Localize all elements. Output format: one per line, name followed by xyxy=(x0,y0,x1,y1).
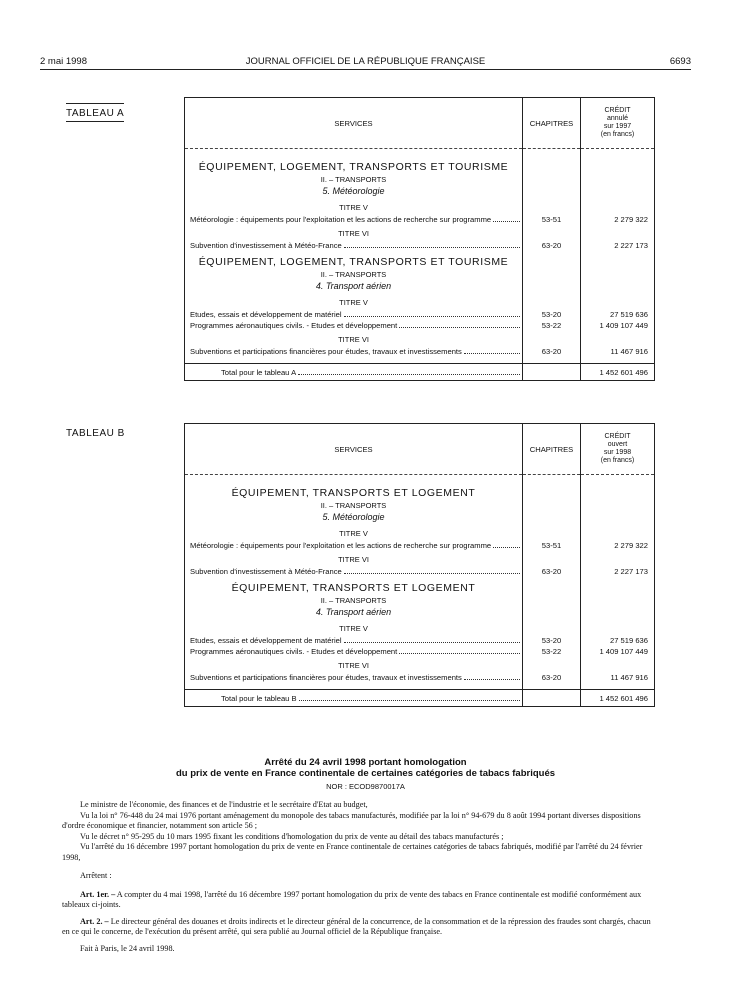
credit-cell: 11 467 916 xyxy=(581,347,655,358)
arrete-arretent: Arrêtent : xyxy=(80,871,112,880)
credit-cell: 2 227 173 xyxy=(581,241,655,252)
arrete-article-1 xyxy=(62,890,658,911)
service-label: Subvention d'investissement à Météo-France xyxy=(190,241,342,250)
service-label: Programmes aéronautiques civils. - Etudes et développement xyxy=(190,321,398,330)
section-heading-row xyxy=(185,483,655,501)
total-label-cell xyxy=(185,690,523,707)
section-heading-row xyxy=(185,226,655,241)
service-label: Subventions et participations financières pour études, travaux et investissements xyxy=(190,347,462,356)
table-row xyxy=(185,347,655,358)
column-header-credit xyxy=(581,98,655,149)
ministry-heading: ÉQUIPEMENT, TRANSPORTS ET LOGEMENT xyxy=(231,582,476,594)
arrete-visa-decret: Vu le décret n° 95-295 du 10 mars 1995 fixant les conditions d'homologation du prix de vente au détail des tabacs manufacturés ; xyxy=(80,831,504,841)
tableau-a-label: TABLEAU A xyxy=(66,108,125,119)
credit-cell: 2 279 322 xyxy=(581,215,655,226)
credit-header-line: CRÉDIT xyxy=(604,433,631,440)
division-heading: II. – TRANSPORTS xyxy=(320,270,387,279)
arrete-article-2 xyxy=(62,917,658,938)
credit-header-line: (en francs) xyxy=(600,131,635,138)
total-row xyxy=(185,364,655,381)
table-header-row xyxy=(185,98,655,149)
chapitre-cell: 53-20 xyxy=(523,310,581,321)
titre-heading: TITRE VI xyxy=(338,229,369,238)
column-header-chapitres: CHAPITRES xyxy=(523,424,581,475)
chapitre-cell: 63-20 xyxy=(523,673,581,684)
section-heading-row xyxy=(185,512,655,526)
titre-heading: TITRE V xyxy=(339,298,368,307)
ministry-heading: ÉQUIPEMENT, LOGEMENT, TRANSPORTS ET TOURISME xyxy=(198,161,509,173)
credit-header-line: (en francs) xyxy=(600,457,635,464)
section-heading-row xyxy=(185,501,655,512)
section-heading-row xyxy=(185,526,655,541)
table-row xyxy=(185,647,655,658)
header-journal: JOURNAL OFFICIEL DE LA RÉPUBLIQUE FRANÇAISE xyxy=(245,56,486,67)
budget-table xyxy=(184,423,655,707)
chapitre-cell: 53-51 xyxy=(523,215,581,226)
table-row xyxy=(185,310,655,321)
credit-cell: 2 279 322 xyxy=(581,541,655,552)
table-row xyxy=(185,567,655,578)
titre-heading: TITRE V xyxy=(339,624,368,633)
chapitre-cell: 63-20 xyxy=(523,347,581,358)
column-header-credit xyxy=(581,424,655,475)
column-header-services: SERVICES xyxy=(185,98,523,149)
ministry-heading: ÉQUIPEMENT, LOGEMENT, TRANSPORTS ET TOURISME xyxy=(198,256,509,268)
article-2-label: Art. 2. – xyxy=(80,916,109,926)
credit-cell: 1 409 107 449 xyxy=(581,321,655,332)
arrete-fait: Fait à Paris, le 24 avril 1998. xyxy=(80,943,175,953)
section-heading-row xyxy=(185,157,655,175)
service-label: Subventions et participations financières pour études, travaux et investissements xyxy=(190,673,462,682)
section-heading-row xyxy=(185,295,655,310)
chapitre-cell: 63-20 xyxy=(523,567,581,578)
service-label: Programmes aéronautiques civils. - Etudes et développement xyxy=(190,647,398,656)
credit-header-line: sur 1998 xyxy=(603,449,632,456)
titre-heading: TITRE V xyxy=(339,203,368,212)
header-page-number: 6693 xyxy=(669,56,691,67)
arrete-nor: NOR : ECOD9870017A xyxy=(326,782,405,791)
total-row xyxy=(185,690,655,707)
article-1-label: Art. 1er. – xyxy=(80,889,116,899)
article-1-text: A compter du 4 mai 1998, l'arrêté du 16 décembre 1997 portant homologation du prix de vente des tabacs en France continentale est modifié conformément aux tableaux ci-joints. xyxy=(62,889,642,909)
column-header-services: SERVICES xyxy=(185,424,523,475)
article-2-text: Le directeur général des douanes et droits indirects et le directeur général de la concurrence, de la consommation et de la répression des fraudes sont chargés, chacun en ce qui le concerne, de l'exécution du présent arrêté, qui sera publié au Journal officiel de la République française. xyxy=(62,916,651,936)
credit-header-line: sur 1997 xyxy=(603,123,632,130)
tableau-b-label: TABLEAU B xyxy=(66,428,125,439)
service-cell xyxy=(185,647,523,658)
service-cell xyxy=(185,541,523,552)
total-label: Total pour le tableau B xyxy=(221,693,297,703)
arrete-preamble: Le ministre de l'économie, des finances et de l'industrie et le secrétaire d'Etat au budget, xyxy=(80,800,368,809)
credit-cell: 1 409 107 449 xyxy=(581,647,655,658)
section-heading-row xyxy=(185,658,655,673)
titre-heading: TITRE VI xyxy=(338,661,369,670)
chapter-heading: 5. Météorologie xyxy=(322,186,385,196)
titre-heading: TITRE VI xyxy=(338,555,369,564)
section-heading-row xyxy=(185,596,655,607)
section-heading-row xyxy=(185,186,655,200)
service-cell xyxy=(185,310,523,321)
table-row xyxy=(185,673,655,684)
budget-table xyxy=(184,97,655,381)
chapitre-cell: 53-51 xyxy=(523,541,581,552)
credit-header-line: CRÉDIT xyxy=(604,107,631,114)
chapter-heading: 5. Météorologie xyxy=(322,512,385,522)
section-heading-row xyxy=(185,607,655,621)
column-header-chapitres: CHAPITRES xyxy=(523,98,581,149)
service-cell xyxy=(185,241,523,252)
service-label: Météorologie : équipements pour l'exploitation et les actions de recherche sur programme xyxy=(190,215,492,224)
service-cell xyxy=(185,347,523,358)
section-heading-row xyxy=(185,270,655,281)
titre-heading: TITRE VI xyxy=(338,335,369,344)
titre-heading: TITRE V xyxy=(339,529,368,538)
service-label: Subvention d'investissement à Météo-France xyxy=(190,567,342,576)
section-heading-row xyxy=(185,552,655,567)
division-heading: II. – TRANSPORTS xyxy=(320,175,387,184)
total-value: 1 452 601 496 xyxy=(581,364,655,381)
service-cell xyxy=(185,567,523,578)
chapter-heading: 4. Transport aérien xyxy=(315,281,392,291)
service-label: Etudes, essais et développement de matériel xyxy=(190,636,342,645)
section-heading-row xyxy=(185,252,655,270)
chapitre-cell: 53-22 xyxy=(523,647,581,658)
credit-cell: 27 519 636 xyxy=(581,310,655,321)
ministry-heading: ÉQUIPEMENT, TRANSPORTS ET LOGEMENT xyxy=(231,487,476,499)
credit-header-line: ouvert xyxy=(607,441,628,448)
arrete-visa-loi: Vu la loi n° 76-448 du 24 mai 1976 portant aménagement du monopole des tabacs manufacturés, modifiée par la loi n° 94-679 du 8 août 1994 portant diverses dispositions d'ordre économique et financier, notamment son article 56 ; xyxy=(62,810,641,830)
arrete-title-line-1: Arrêté du 24 avril 1998 portant homologation xyxy=(264,757,467,768)
section-heading-row xyxy=(185,578,655,596)
service-cell xyxy=(185,636,523,647)
service-label: Etudes, essais et développement de matériel xyxy=(190,310,342,319)
credit-cell: 27 519 636 xyxy=(581,636,655,647)
arrete-body xyxy=(62,800,658,954)
credit-header-line: annulé xyxy=(606,115,629,122)
chapitre-cell: 63-20 xyxy=(523,241,581,252)
arrete-visa-arrete: Vu l'arrêté du 16 décembre 1997 portant homologation du prix de vente en France continentale de certaines catégories de tabacs fabriqués, modifié par l'arrêté du 24 février 1998, xyxy=(62,842,643,862)
tableau-a-label-rule-top xyxy=(66,103,124,104)
chapter-heading: 4. Transport aérien xyxy=(315,607,392,617)
section-heading-row xyxy=(185,281,655,295)
service-cell xyxy=(185,321,523,332)
table-row xyxy=(185,215,655,226)
section-heading-row xyxy=(185,200,655,215)
total-label-cell xyxy=(185,364,523,381)
section-heading-row xyxy=(185,175,655,186)
division-heading: II. – TRANSPORTS xyxy=(320,501,387,510)
total-value: 1 452 601 496 xyxy=(581,690,655,707)
section-heading-row xyxy=(185,621,655,636)
total-label: Total pour le tableau A xyxy=(221,367,297,377)
service-cell xyxy=(185,673,523,684)
credit-cell: 2 227 173 xyxy=(581,567,655,578)
division-heading: II. – TRANSPORTS xyxy=(320,596,387,605)
table-row xyxy=(185,241,655,252)
service-cell xyxy=(185,215,523,226)
tableau-a-label-rule xyxy=(66,121,124,122)
header-rule xyxy=(40,69,691,70)
credit-cell: 11 467 916 xyxy=(581,673,655,684)
table-row xyxy=(185,636,655,647)
table-header-row xyxy=(185,424,655,475)
chapitre-cell: 53-22 xyxy=(523,321,581,332)
header-date: 2 mai 1998 xyxy=(40,56,88,67)
chapitre-cell: 53-20 xyxy=(523,636,581,647)
table-row xyxy=(185,541,655,552)
service-label: Météorologie : équipements pour l'exploitation et les actions de recherche sur programme xyxy=(190,541,492,550)
table-row xyxy=(185,321,655,332)
section-heading-row xyxy=(185,332,655,347)
arrete-title-line-2: du prix de vente en France continentale de certaines catégories de tabacs fabriqués xyxy=(175,768,556,779)
